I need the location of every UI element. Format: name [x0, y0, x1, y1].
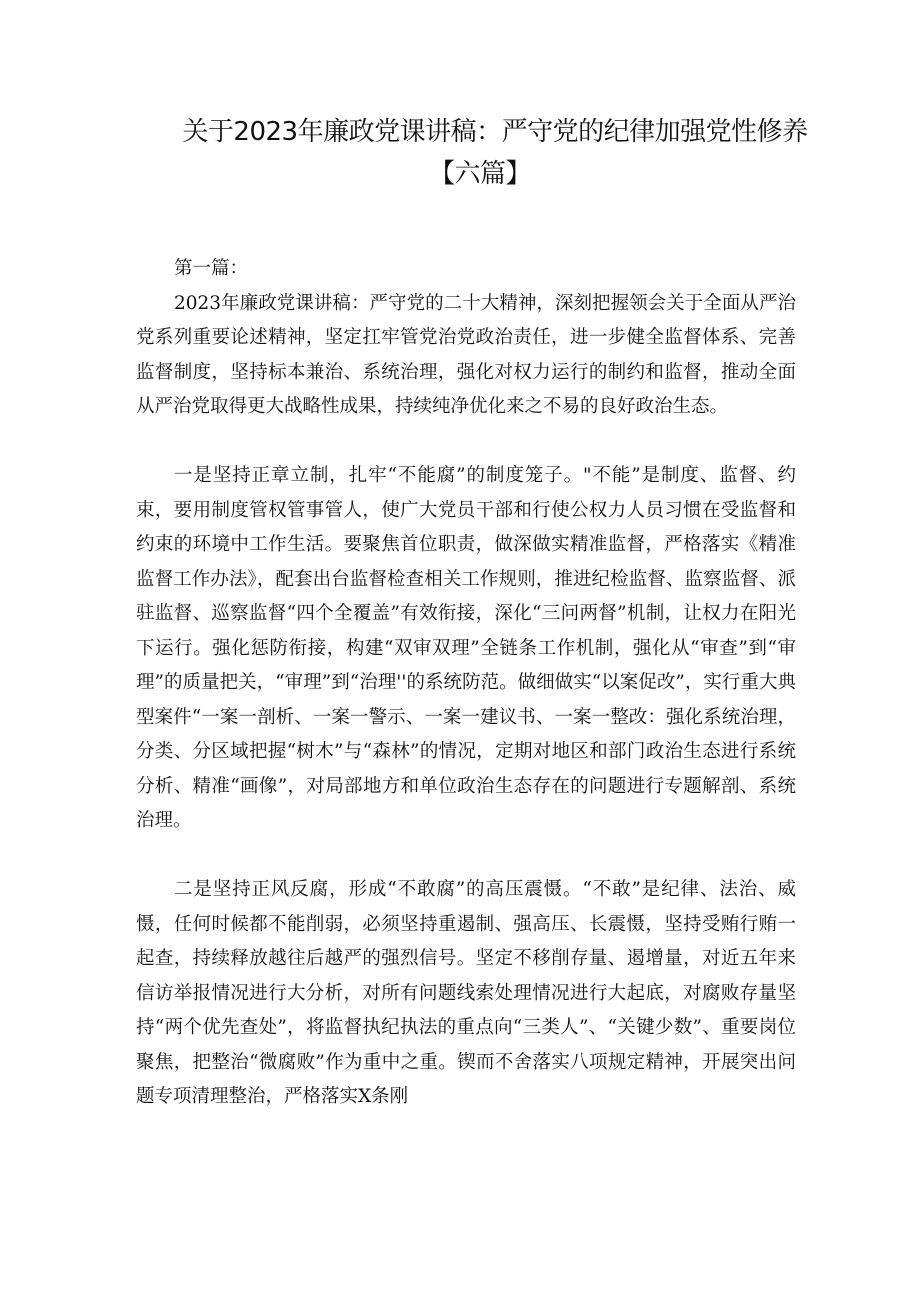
document-title-line2: 【六篇】 [428, 159, 531, 189]
document-title [130, 112, 830, 194]
document-body [136, 252, 796, 1115]
paragraph-gap [136, 839, 796, 874]
section-label: 第一篇： [174, 258, 249, 279]
document-title-line1: 关于2023年廉政党课讲稿：严守党的纪律加强党性修养 [182, 117, 808, 147]
paragraph-intro: 2023年廉政党课讲稿：严守党的二十大精神，深刻把握领会关于全面从严治党系列重要论述精神，坚定扛牢管党治党政治责任，进一步健全监督体系、完善监督制度，坚持标本兼治、系统治理，强化对权力运行的制约和监督，推动全面从严治党取得更大战略性成果，持续纯净优化来之不易的良好政治生态。 [136, 292, 796, 417]
paragraph-point-two: 二是坚持正风反腐，形成“不敢腐”的高压震慑。“不敢”是纪律、法治、威慑，任何时候都不能削弱，必须坚持重遏制、强高压、长震慑，坚持受贿行贿一起查，持续释放越往后越严的强烈信号。坚定不移削存量、遏增量，对近五年来信访举报情况进行大分析，对所有问题线索处理情况进行大起底，对腐败存量坚持“两个优先查处”，将监督执纪执法的重点向“三类人”、“关键少数”、重要岗位聚焦，把整治“微腐败”作为重中之重。锲而不舍落实八项规定精神，开展突出问题专项清理整治，严格落实X条刚 [136, 879, 796, 1107]
paragraph-point-one: 一是坚持正章立制，扎牢“不能腐”的制度笼子。"不能”是制度、监督、约束，要用制度管权管事管人，使广大党员干部和行使公权力人员习惯在受监督和约束的环境中工作生活。要聚焦首位职责，做深做实精准监督，严格落实《精准监督工作办法》，配套出台监督检查相关工作规则，推进纪检监督、监察监督、派驻监督、巡察监督“四个全覆盖”有效衔接，深化“三问两督”机制，让权力在阳光下运行。强化惩防衔接，构建“双审双理”全链条工作机制，强化从“审查”到“审理”的质量把关，“审理”到“治理''的系统防范。做细做实“以案促改”，实行重大典型案件“一案一剖析、一案一警示、一案一建议书、一案一整改：强化系统治理，分类、分区域把握“树木”与“森林”的情况，定期对地区和部门政治生态进行系统分析、精准“画像”，对局部地方和单位政治生态存在的问题进行专题解剖、系统治理。 [136, 465, 796, 831]
paragraph-gap [136, 425, 796, 460]
